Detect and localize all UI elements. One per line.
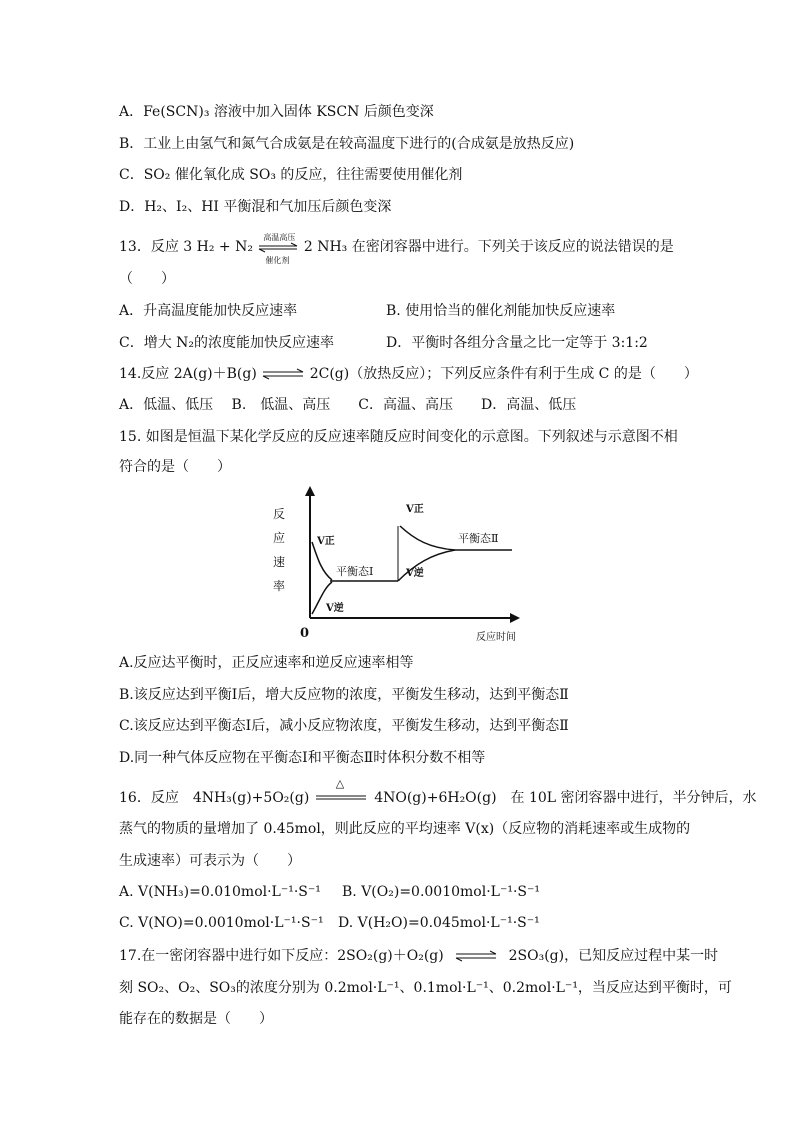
q13-option-c: C．增大 N₂的浓度能加快反应速率 xyxy=(119,335,335,351)
rate-time-graph xyxy=(250,482,540,650)
q17-stem-post: 2SO₃(g)，已知反应过程中某一时 xyxy=(508,948,719,964)
q14-options: A．低温、低压 B. 低温、高压 C．高温、高压 D．高温、低压 xyxy=(119,397,577,413)
q15-option-d: D.同一种气体反应物在平衡态Ⅰ和平衡态Ⅱ时体积分数不相等 xyxy=(119,750,486,766)
q13-stem-post: 2 NH₃ 在密闭容器中进行。下列关于该反应的说法错误的是 xyxy=(303,239,674,255)
q13-option-d: D．平衡时各组分含量之比一定等于 3:1:2 xyxy=(386,335,648,351)
q13-cond-top: 高温高压 xyxy=(263,233,296,242)
y-label-char: 率 xyxy=(272,579,285,593)
q15-stem-line1: 15. 如图是恒温下某化学反应的反应速率随反应时间变化的示意图。下列叙述与示意图不相 xyxy=(119,429,678,445)
q16-option-c: C. V(NO)=0.0010mol·L⁻¹·S⁻¹ xyxy=(119,915,324,931)
equilibrium-state-1-label: 平衡态Ⅰ xyxy=(336,565,374,578)
q14-stem-pre: 14.反应 2A(g)＋B(g) xyxy=(119,366,257,382)
v-forward-curve-2 xyxy=(400,526,455,550)
q13-option-a: A．升高温度能加快反应速率 xyxy=(119,303,298,319)
q12-option-b: B．工业上由氢气和氮气合成氨是在较高温度下进行的(合成氨是放热反应) xyxy=(119,136,575,152)
q13-cond-bottom: 催化剂 xyxy=(265,256,290,265)
v-reverse-label-1: V逆 xyxy=(326,603,344,614)
q16-stem-post: 4NO(g)+6H₂O(g) 在 10L 密闭容器中进行，半分钟后，水 xyxy=(374,790,757,806)
v-reverse-label-2: V逆 xyxy=(406,568,424,579)
q16-option-a: A. V(NH₃)=0.010mol·L⁻¹·S⁻¹ xyxy=(119,884,321,900)
q17-stem xyxy=(119,947,718,965)
q12-option-a: A．Fe(SCN)₃ 溶液中加入固体 KSCN 后颜色变深 xyxy=(119,104,434,120)
y-label-char: 速 xyxy=(272,555,285,569)
q16-arrow xyxy=(314,777,370,807)
q13-option-b: B. 使用恰当的催化剂能加快反应速率 xyxy=(386,303,616,319)
q17-stem-line2: 刻 SO₂、O₂、SO₃的浓度分别为 0.2mol·L⁻¹、0.1mol·L⁻¹、0.2mol·L⁻¹，当反应达到平衡时，可 xyxy=(119,980,732,996)
q16-option-d: D. V(H₂O)=0.045mol·L⁻¹·S⁻¹ xyxy=(338,915,540,931)
q17-stem-line3: 能存在的数据是（ ） xyxy=(119,1011,273,1027)
q12-option-c: C．SO₂ 催化氧化成 SO₃ 的反应，往往需要使用催化剂 xyxy=(119,167,463,183)
equilibrium-arrow-icon xyxy=(454,949,498,963)
q15-option-b: B.该反应达到平衡Ⅰ后，增大反应物的浓度，平衡发生移动，达到平衡态Ⅱ xyxy=(119,687,569,703)
equilibrium-arrow-icon xyxy=(261,367,305,381)
y-axis-arrow-icon xyxy=(305,486,315,496)
q16-stem xyxy=(119,777,757,807)
v-forward-label-1: V正 xyxy=(317,536,335,547)
q15-option-a: A.反应达平衡时，正反应速率和逆反应速率相等 xyxy=(119,655,414,671)
q13-stem-pre: 13．反应 3 H₂ + N₂ xyxy=(119,239,253,255)
q12-option-d: D．H₂、I₂、HI 平衡混和气加压后颜色变深 xyxy=(119,199,392,215)
q16-stem-line3: 生成速率）可表示为（ ） xyxy=(119,853,301,869)
x-axis-arrow-icon xyxy=(510,613,520,623)
y-label-char: 应 xyxy=(272,531,285,545)
q14-stem xyxy=(119,365,698,383)
reaction-arrow-icon xyxy=(314,789,370,807)
q15-stem-line2: 符合的是（ ） xyxy=(119,459,231,475)
rate-time-diagram xyxy=(250,482,540,650)
q16-option-b: B. V(O₂)=0.0010mol·L⁻¹·S⁻¹ xyxy=(342,884,541,900)
x-axis-label: 反应时间 xyxy=(476,632,516,643)
q13-paren: （ ） xyxy=(119,271,175,287)
q16-stem-pre: 16．反应 4NH₃(g)+5O₂(g) xyxy=(119,790,310,806)
y-axis-label xyxy=(272,502,286,598)
q17-stem-pre: 17.在一密闭容器中进行如下反应：2SO₂(g)＋O₂(g) xyxy=(119,948,444,964)
q16-stem-line2: 蒸气的物质的量增加了 0.45mol，则此反应的平均速率 V(x)（反应物的消耗速率或生成物的 xyxy=(119,821,691,837)
q13-stem xyxy=(119,233,674,265)
v-forward-curve-1 xyxy=(312,542,332,580)
equilibrium-state-2-label: 平衡态Ⅱ xyxy=(458,532,499,545)
v-forward-label-2: V正 xyxy=(406,504,424,515)
q15-option-c: C.该反应达到平衡态Ⅰ后，减小反应物浓度，平衡发生移动，达到平衡态Ⅱ xyxy=(119,718,569,734)
q14-stem-post: 2C(g)（放热反应）；下列反应条件有利于生成 C 的是（ ） xyxy=(309,366,698,382)
heat-delta-icon: △ xyxy=(335,777,345,790)
q13-reversible-arrow xyxy=(257,233,299,265)
origin-label: 0 xyxy=(300,626,310,641)
y-label-char: 反 xyxy=(272,507,285,521)
